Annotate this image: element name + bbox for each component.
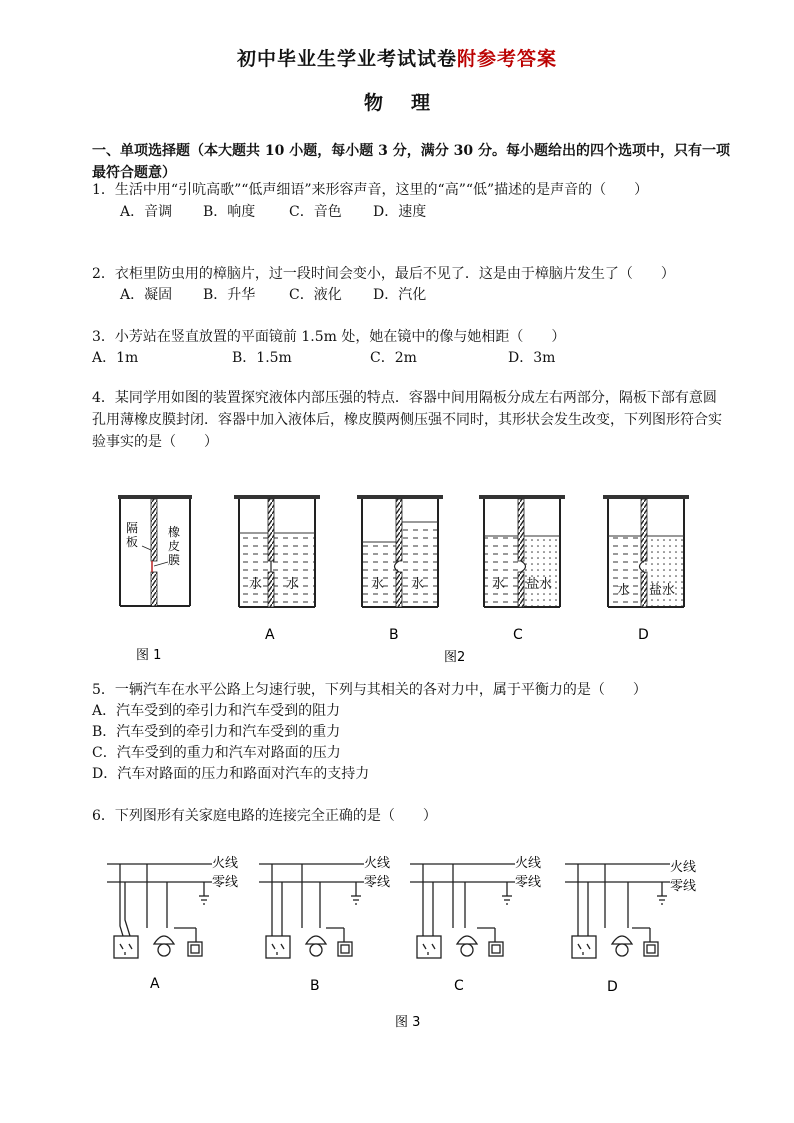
figure-2-option-b bbox=[357, 495, 443, 607]
q3-options bbox=[92, 348, 555, 368]
q2-stem: 2．衣柜里防虫用的樟脑片，过一段时间会变小，最后不见了．这是由于樟脑片发生了（ ） bbox=[92, 266, 675, 282]
fig2-label-d: D bbox=[638, 627, 649, 643]
fig2-c-salt-water: 盐水 bbox=[526, 577, 553, 592]
fig2-label-c: C bbox=[513, 627, 523, 643]
figure-3 bbox=[92, 836, 722, 1036]
q3-option-d: D．3m bbox=[508, 350, 556, 366]
title-main: 初中毕业生学业考试试卷 bbox=[236, 48, 457, 70]
q4-stem: 4．某同学用如图的装置探究液体内部压强的特点．容器中间用隔板分成左右两部分，隔板下部有意圆孔用薄橡皮膜封闭．容器中加入液体后，橡皮膜两侧压强不同时，其形状会发生改变，下列图形符合实验事实的是（ ） bbox=[92, 390, 722, 450]
membrane-label-1: 橡 bbox=[168, 525, 181, 539]
fig2-b-water-left: 水 bbox=[371, 577, 385, 592]
fig3-b-live: 火线 bbox=[364, 856, 391, 871]
q6-stem: 6．下列图形有关家庭电路的连接完全正确的是（ ） bbox=[92, 808, 437, 824]
q5-option-a: A．汽车受到的牵引力和汽车受到的阻力 bbox=[92, 703, 341, 719]
fig3-label-c: C bbox=[454, 978, 464, 994]
fig3-label-d: D bbox=[607, 979, 618, 995]
q1-option-a: A．音调 bbox=[120, 204, 173, 220]
circuit-c bbox=[410, 864, 515, 958]
q2-options bbox=[120, 285, 426, 305]
q3-stem: 3．小芳站在竖直放置的平面镜前 1.5m 处，她在镜中的像与她相距（ ） bbox=[92, 329, 566, 345]
partition-label-1: 隔 bbox=[126, 521, 139, 535]
q2-option-c: C．液化 bbox=[289, 287, 342, 303]
q2-option-d: D．汽化 bbox=[373, 287, 427, 303]
q2-option-a: A．凝固 bbox=[120, 287, 173, 303]
fig1-caption: 图 1 bbox=[136, 648, 162, 663]
membrane-label-3: 膜 bbox=[168, 553, 181, 567]
membrane-label-2: 皮 bbox=[168, 539, 181, 553]
q5-option-b: B．汽车受到的牵引力和汽车受到的重力 bbox=[92, 724, 341, 740]
fig2-label-b: B bbox=[389, 627, 399, 643]
q1-option-c: C．音色 bbox=[289, 204, 342, 220]
fig3-d-live: 火线 bbox=[670, 860, 697, 875]
fig2-a-water-right: 水 bbox=[286, 577, 300, 592]
circuit-d bbox=[565, 864, 670, 958]
q1-option-d: D．速度 bbox=[373, 204, 427, 220]
q3-option-b: B．1.5m bbox=[232, 350, 292, 366]
fig3-a-neutral: 零线 bbox=[212, 875, 239, 890]
q1-options bbox=[120, 202, 426, 222]
q2-option-b: B．升华 bbox=[203, 287, 256, 303]
subject-title: 物理 bbox=[363, 92, 458, 114]
fig2-label-a: A bbox=[265, 627, 275, 643]
fig3-label-b: B bbox=[310, 978, 320, 994]
q1-stem: 1．生活中用“引吭高歌”“低声细语”来形容声音，这里的“高”“低”描述的是声音的（ ） bbox=[92, 182, 649, 198]
fig2-d-water: 水 bbox=[617, 583, 631, 598]
fig3-b-neutral: 零线 bbox=[364, 875, 391, 890]
figure-2-option-a bbox=[234, 495, 320, 607]
fig2-a-water-left: 水 bbox=[249, 577, 263, 592]
fig2-b-water-right: 水 bbox=[411, 577, 425, 592]
figure-2-option-c bbox=[479, 495, 565, 607]
partition-label-2: 板 bbox=[126, 535, 139, 549]
fig3-a-live: 火线 bbox=[212, 856, 239, 871]
fig3-c-live: 火线 bbox=[515, 856, 542, 871]
figure-1-container bbox=[118, 495, 192, 606]
q1-option-b: B．响度 bbox=[203, 204, 256, 220]
q5-option-d: D．汽车对路面的压力和路面对汽车的支持力 bbox=[92, 766, 370, 782]
fig3-c-neutral: 零线 bbox=[515, 875, 542, 890]
fig3-caption: 图 3 bbox=[395, 1015, 421, 1030]
title-suffix: 附参考答案 bbox=[457, 48, 558, 70]
section-heading: 一、单项选择题（本大题共 10 小题，每小题 3 分，满分 30 分。每小题给出的四个选项中，只有一项最符合题意） bbox=[92, 143, 730, 181]
figure-2-option-d bbox=[603, 495, 689, 607]
q3-option-c: C．2m bbox=[370, 350, 417, 366]
figure-1-2 bbox=[92, 478, 708, 676]
fig2-caption: 图2 bbox=[444, 650, 466, 665]
page-title bbox=[0, 44, 794, 71]
q3-option-a: A．1m bbox=[92, 350, 139, 366]
fig3-d-neutral: 零线 bbox=[670, 879, 697, 894]
fig2-c-water: 水 bbox=[492, 577, 506, 592]
fig2-d-salt-water: 盐水 bbox=[649, 583, 676, 598]
circuit-b bbox=[259, 864, 364, 958]
q5-option-c: C．汽车受到的重力和汽车对路面的压力 bbox=[92, 745, 341, 761]
circuit-a bbox=[107, 864, 212, 958]
fig3-label-a: A bbox=[150, 976, 160, 992]
q5-stem: 5．一辆汽车在水平公路上匀速行驶，下列与其相关的各对力中，属于平衡力的是（ ） bbox=[92, 682, 647, 698]
